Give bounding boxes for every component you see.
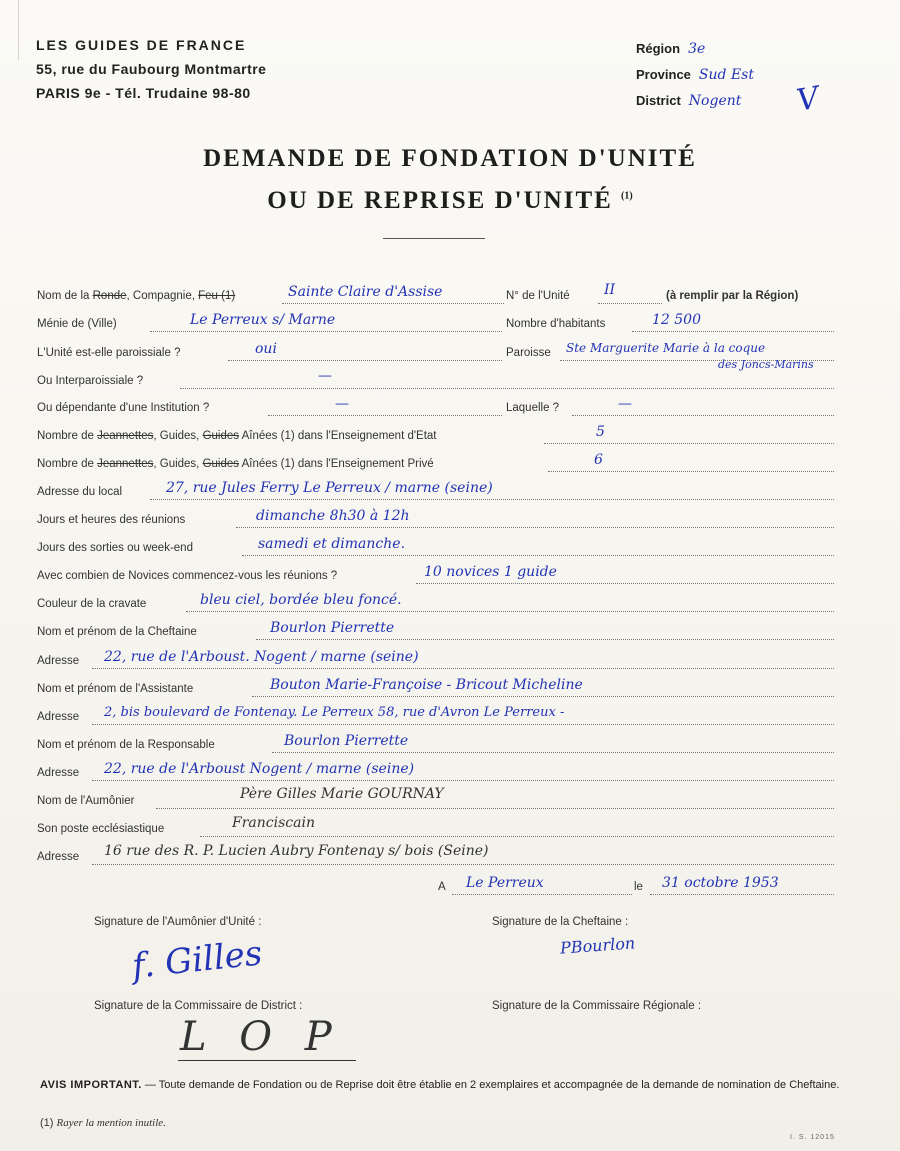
- responsable-line: [272, 752, 834, 753]
- sorties-value: samedi et dimanche.: [258, 536, 406, 552]
- adresse2-label: Adresse: [37, 711, 80, 723]
- commissaire-district-signature: L O P: [180, 1014, 342, 1060]
- reunions-line: [236, 527, 834, 528]
- adresse1-label: Adresse: [37, 655, 80, 667]
- important-notice: [40, 1079, 850, 1092]
- laquelle-value: —: [618, 396, 632, 412]
- cheftaine-label: Nom et prénom de la Cheftaine: [37, 626, 197, 638]
- paroissiale-label: L'Unité est-elle paroissiale ?: [37, 347, 181, 359]
- unite-value: II: [604, 282, 616, 298]
- local-value: 27, rue Jules Ferry Le Perreux / marne (seine): [166, 480, 493, 496]
- nombre-etat-guides: , Guides,: [153, 430, 200, 442]
- footnote-text: Rayer la mention inutile.: [56, 1117, 166, 1129]
- unite-note: (à remplir par la Région): [666, 290, 799, 302]
- local-line: [150, 499, 834, 500]
- aumonier-line: [156, 808, 834, 809]
- nom-prefix: Nom de la: [37, 290, 90, 302]
- habitants-line: [632, 331, 834, 332]
- responsable-value: Bourlon Pierrette: [284, 733, 409, 749]
- assistante-line: [252, 696, 834, 697]
- province-value: Sud Est: [698, 67, 754, 83]
- local-label: Adresse du local: [37, 486, 123, 498]
- commissaire-regionale-signature-label: Signature de la Commissaire Régionale :: [492, 1000, 702, 1012]
- poste-label: Son poste ecclésiastique: [37, 823, 165, 835]
- inter-value: —: [318, 368, 332, 384]
- print-reference: I. S. 12015: [790, 1134, 835, 1141]
- row-nombre-etat: [37, 430, 437, 442]
- assistante-label: Nom et prénom de l'Assistante: [37, 683, 194, 695]
- aumonier-label: Nom de l'Aumônier: [37, 795, 135, 807]
- org-city-phone: PARIS 9e - Tél. Trudaine 98-80: [36, 85, 251, 101]
- a-value: Le Perreux: [466, 875, 544, 891]
- le-value: 31 octobre 1953: [662, 875, 779, 891]
- menie-value: Le Perreux s/ Marne: [190, 312, 336, 328]
- commissaire-district-underline: [178, 1060, 356, 1061]
- nombre-prive-value: 6: [594, 452, 603, 468]
- province-label: Province: [636, 67, 691, 82]
- title-line-2: [0, 187, 900, 215]
- nombre-etat-prefix: Nombre de: [37, 430, 94, 442]
- adresse3-label: Adresse: [37, 767, 80, 779]
- aumonier-value: Père Gilles Marie GOURNAY: [240, 786, 444, 802]
- inter-label: Ou Interparoissiale ?: [37, 375, 144, 387]
- notice-title: AVIS IMPORTANT.: [40, 1079, 142, 1091]
- paroisse-value-2: des Joncs-Marins: [718, 358, 814, 371]
- nom-feu: Feu (1): [198, 290, 236, 302]
- nombre-etat-line: [544, 443, 834, 444]
- nombre-prive-guides-ainees: Guides: [202, 458, 240, 470]
- sorties-line: [242, 555, 834, 556]
- nombre-prive-jeannettes: Jeannettes: [97, 458, 154, 470]
- novices-value: 10 novices 1 guide: [424, 564, 557, 580]
- row-nombre-prive: [37, 458, 434, 470]
- org-name: LES GUIDES DE FRANCE: [36, 37, 247, 53]
- nombre-prive-line: [548, 471, 834, 472]
- adresse2-value: 2, bis boulevard de Fontenay. Le Perreux 58, rue d'Avron Le Perreux -: [104, 705, 565, 720]
- nom-line: [282, 303, 504, 304]
- nombre-etat-ainees: Aînées: [241, 430, 278, 442]
- le-label: le: [634, 881, 643, 893]
- district-mark: V: [794, 80, 822, 119]
- title-divider: [383, 238, 485, 239]
- paroisse-value: Ste Marguerite Marie à la coque: [566, 341, 766, 355]
- cheftaine-line: [256, 639, 834, 640]
- cheftaine-signature-label: Signature de la Cheftaine :: [492, 916, 629, 928]
- reunions-label: Jours et heures des réunions: [37, 514, 186, 526]
- nom-compagnie: , Compagnie,: [126, 290, 195, 302]
- adresse3-line: [92, 780, 834, 781]
- commissaire-district-signature-label: Signature de la Commissaire de District :: [94, 1000, 303, 1012]
- region-label: Région: [636, 41, 681, 56]
- novices-label: Avec combien de Novices commencez-vous les réunions ?: [37, 570, 338, 582]
- nom-ronde: Ronde: [92, 290, 127, 302]
- laquelle-label: Laquelle ?: [506, 402, 560, 414]
- habitants-label: Nombre d'habitants: [506, 318, 606, 330]
- cravate-value: bleu ciel, bordée bleu foncé.: [200, 592, 402, 608]
- district-value: Nogent: [688, 93, 742, 109]
- adresse4-label: Adresse: [37, 851, 80, 863]
- inter-line: [180, 388, 834, 389]
- reunions-value: dimanche 8h30 à 12h: [256, 508, 410, 524]
- adresse2-line: [92, 724, 834, 725]
- paroissiale-value: oui: [255, 341, 277, 357]
- institution-value: —: [335, 396, 349, 412]
- footnote: [40, 1117, 166, 1129]
- institution-label: Ou dépendante d'une Institution ?: [37, 402, 210, 414]
- sorties-label: Jours des sorties ou week-end: [37, 542, 193, 554]
- aumonier-signature: f. Gilles: [130, 933, 265, 987]
- paroissiale-line: [228, 360, 502, 361]
- adresse1-line: [92, 668, 834, 669]
- nombre-prive-ainees: Aînées: [241, 458, 278, 470]
- assistante-value: Bouton Marie-Françoise - Bricout Micheline: [270, 677, 583, 693]
- laquelle-line: [572, 415, 834, 416]
- cheftaine-value: Bourlon Pierrette: [270, 620, 395, 636]
- a-label: A: [438, 881, 446, 893]
- nombre-etat-value: 5: [596, 424, 605, 440]
- a-line: [452, 894, 632, 895]
- nombre-prive-guides: , Guides,: [153, 458, 200, 470]
- novices-line: [416, 583, 834, 584]
- aumonier-signature-label: Signature de l'Aumônier d'Unité :: [94, 916, 262, 928]
- row-nom: [37, 290, 235, 302]
- title-footnote-ref: (1): [621, 190, 633, 202]
- unite-line: [598, 303, 662, 304]
- adresse3-value: 22, rue de l'Arboust Nogent / marne (seine): [104, 761, 415, 777]
- poste-line: [200, 836, 834, 837]
- poste-value: Franciscain: [232, 815, 315, 831]
- responsable-label: Nom et prénom de la Responsable: [37, 739, 215, 751]
- nom-value: Sainte Claire d'Assise: [288, 284, 443, 300]
- adresse4-line: [92, 864, 834, 865]
- region-block: [636, 36, 754, 114]
- nombre-prive-suffix: (1) dans l'Enseignement Privé: [280, 458, 434, 470]
- org-address: 55, rue du Faubourg Montmartre: [36, 61, 267, 77]
- cravate-line: [186, 611, 834, 612]
- district-label: District: [636, 93, 681, 108]
- region-value: 3e: [688, 41, 706, 57]
- nombre-etat-guides-ainees: Guides: [202, 430, 240, 442]
- menie-label: Ménie de (Ville): [37, 318, 117, 330]
- title-line-2-text: OU DE REPRISE D'UNITÉ: [267, 187, 613, 214]
- unite-label: N° de l'Unité: [506, 290, 570, 302]
- paroisse-label: Paroisse: [506, 347, 551, 359]
- nombre-prive-prefix: Nombre de: [37, 458, 94, 470]
- title-line-1: DEMANDE DE FONDATION D'UNITÉ: [203, 145, 697, 172]
- institution-line: [268, 415, 502, 416]
- adresse4-value: 16 rue des R. P. Lucien Aubry Fontenay s/ bois (Seine): [104, 843, 489, 859]
- le-line: [650, 894, 834, 895]
- punch-edge: [4, 0, 19, 60]
- nombre-etat-suffix: (1) dans l'Enseignement d'Etat: [280, 430, 437, 442]
- footnote-ref: (1): [40, 1117, 54, 1129]
- menie-line: [150, 331, 502, 332]
- cheftaine-signature: PBourlon: [559, 933, 636, 958]
- habitants-value: 12 500: [652, 312, 701, 328]
- notice-text: — Toute demande de Fondation ou de Reprise doit être établie en 2 exemplaires et accompagnée de la demande de nomination de Cheftaine.: [144, 1079, 840, 1091]
- adresse1-value: 22, rue de l'Arboust. Nogent / marne (seine): [104, 649, 419, 665]
- cravate-label: Couleur de la cravate: [37, 598, 147, 610]
- organization-header: [36, 33, 266, 105]
- nombre-etat-jeannettes: Jeannettes: [97, 430, 154, 442]
